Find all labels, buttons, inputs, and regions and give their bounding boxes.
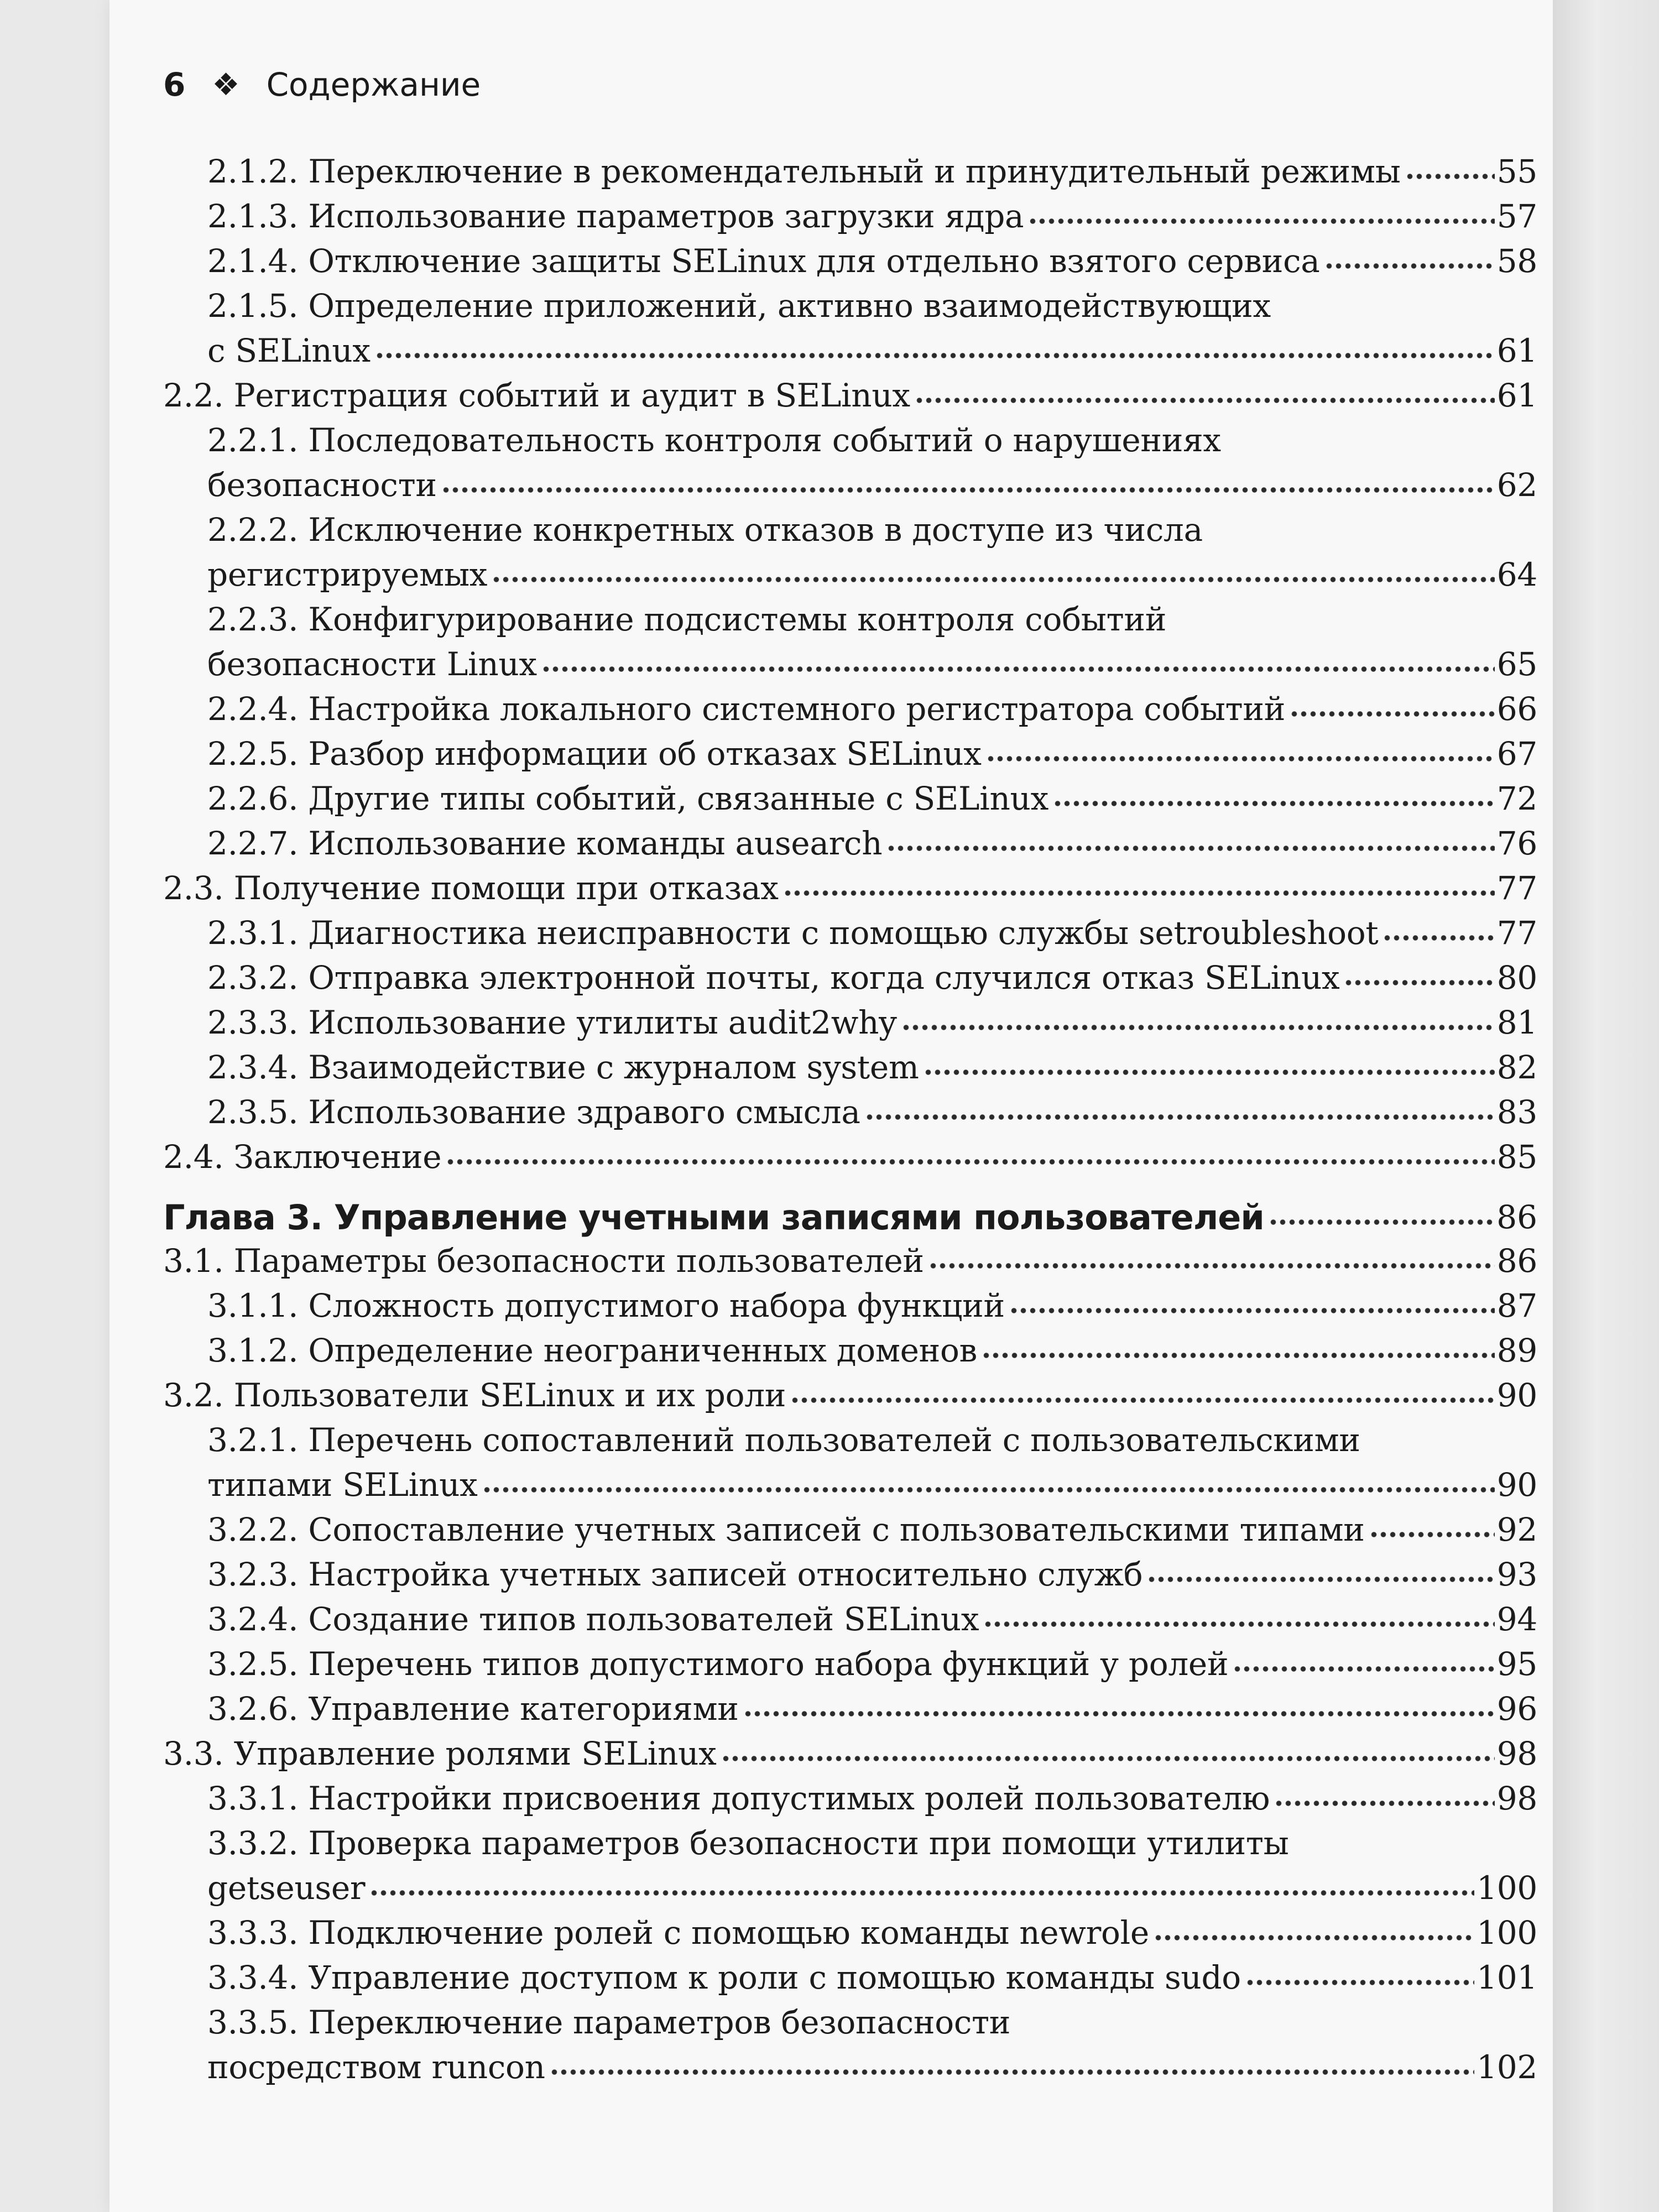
toc-page-number: 89 (1496, 1332, 1537, 1369)
toc-entry-title: 3.3.2. Проверка параметров безопасности при помощи утилиты (207, 1824, 1289, 1862)
toc-entry (163, 866, 1537, 910)
toc-entry (207, 1866, 1537, 1910)
toc-dot-leader (375, 349, 1495, 362)
toc-chapter-heading (163, 1195, 1537, 1239)
toc-page-number: 85 (1496, 1138, 1537, 1176)
toc-entry (207, 1507, 1537, 1552)
toc-dot-leader (982, 1349, 1495, 1361)
toc-dot-leader (924, 1066, 1495, 1078)
toc-entry (207, 149, 1537, 194)
toc-entry-title: 2.4. Заключение (163, 1138, 442, 1176)
toc-page-number: 77 (1496, 914, 1537, 952)
toc-page-number: 90 (1496, 1376, 1537, 1414)
toc-page-number: 80 (1496, 959, 1537, 997)
toc-dot-leader (1405, 170, 1495, 182)
toc-entry-title: 3.2. Пользователи SELinux и их роли (163, 1376, 786, 1414)
toc-dot-leader (446, 1156, 1495, 1168)
toc-page-number: 81 (1496, 1004, 1537, 1041)
toc-dot-leader (1290, 708, 1495, 720)
toc-page-number: 61 (1496, 377, 1537, 414)
toc-entry-title: 2.3.4. Взаимодействие с журналом system (207, 1048, 919, 1086)
toc-dot-leader (721, 1752, 1495, 1765)
toc-entry (207, 1776, 1537, 1820)
toc-entry-title: 2.2.3. Конфигурирование подсистемы контроля событий (207, 601, 1167, 638)
toc-dot-leader (492, 573, 1495, 586)
toc-page-number: 98 (1496, 1780, 1537, 1817)
toc-entry (163, 1239, 1537, 1283)
toc-page-number: 100 (1477, 1914, 1537, 1952)
toc-dot-leader (1154, 1932, 1474, 1944)
toc-page-number: 93 (1496, 1556, 1537, 1593)
toc-entry-title: посредством runcon (207, 2048, 545, 2086)
toc-entry-title: 3.2.3. Настройка учетных записей относительно служб (207, 1556, 1143, 1593)
toc-entry (163, 1135, 1537, 1179)
page-number: 6 (163, 66, 186, 103)
toc-dot-leader (983, 1618, 1495, 1630)
toc-entry (207, 1821, 1537, 1865)
toc-entry (207, 1000, 1537, 1045)
toc-page-number: 95 (1496, 1645, 1537, 1683)
toc-entry-title: 2.2. Регистрация событий и аудит в SELinux (163, 377, 910, 414)
toc-page-number: 86 (1496, 1198, 1537, 1236)
toc-page-number: 82 (1496, 1048, 1537, 1086)
toc-entry-title: 3.2.1. Перечень сопоставлений пользователей с пользовательскими (207, 1421, 1360, 1459)
toc-entry-title: 3.2.4. Создание типов пользователей SELinux (207, 1600, 979, 1638)
toc-entry-title: 2.2.2. Исключение конкретных отказов в доступе из числа (207, 511, 1203, 549)
toc-dot-leader (743, 1708, 1495, 1720)
toc-dot-leader (1028, 215, 1494, 227)
toc-page-number: 83 (1496, 1093, 1537, 1131)
toc-entry (207, 1463, 1537, 1507)
toc-entry (207, 1552, 1537, 1597)
toc-entry (207, 418, 1537, 462)
toc-entry-title: 2.1.3. Использование параметров загрузки ядра (207, 197, 1024, 235)
toc-entry-title: 3.3.3. Подключение ролей с помощью команды newrole (207, 1914, 1149, 1952)
toc-entry (207, 284, 1537, 328)
toc-entry-title: безопасности Linux (207, 645, 537, 683)
toc-entry-title: 2.1.5. Определение приложений, активно взаимодействующих (207, 287, 1271, 325)
toc-entry (207, 732, 1537, 776)
toc-entry-title: 2.1.4. Отключение защиты SELinux для отдельно взятого сервиса (207, 242, 1320, 280)
toc-dot-leader (865, 1111, 1495, 1123)
toc-dot-leader (1383, 932, 1494, 944)
toc-page-number: 102 (1477, 2048, 1537, 2086)
toc-entry-title: безопасности (207, 466, 437, 504)
toc-page-number: 77 (1496, 869, 1537, 907)
toc-page-number: 67 (1496, 735, 1537, 773)
toc-entry-title: 3.2.6. Управление категориями (207, 1690, 739, 1728)
toc-entry-title: getseuser (207, 1869, 366, 1907)
toc-entry (207, 642, 1537, 686)
toc-entry (207, 1911, 1537, 1955)
toc-entry (207, 1597, 1537, 1641)
toc-dot-leader (441, 484, 1495, 496)
toc-page-number: 100 (1477, 1869, 1537, 1907)
toc-dot-leader (1324, 260, 1495, 272)
toc-page-number: 86 (1496, 1242, 1537, 1280)
ornament-icon: ❖ (212, 66, 240, 103)
toc-page-number: 90 (1496, 1466, 1537, 1504)
toc-dot-leader (1269, 1216, 1494, 1228)
toc-dot-leader (901, 1021, 1495, 1034)
toc-page-number: 65 (1496, 645, 1537, 683)
toc-entry-title: 3.3.5. Переключение параметров безопасности (207, 2004, 1011, 2041)
toc-page-number: 98 (1496, 1735, 1537, 1772)
toc-entry-title: 3.3. Управление ролями SELinux (163, 1735, 717, 1772)
toc-dot-leader (550, 2066, 1474, 2078)
toc-entry (207, 1687, 1537, 1731)
toc-entry-title: 2.2.4. Настройка локального системного регистратора событий (207, 690, 1286, 728)
toc-entry (207, 508, 1537, 552)
toc-entry-title: 2.3.5. Использование здравого смысла (207, 1093, 860, 1131)
toc-entry (207, 194, 1537, 238)
toc-page-number: 66 (1496, 690, 1537, 728)
toc-entry-title: 2.2.6. Другие типы событий, связанные с SELinux (207, 780, 1048, 817)
toc-entry-title: 2.3.3. Использование утилиты audit2why (207, 1004, 897, 1041)
toc-entry-title: 2.3.2. Отправка электронной почты, когда случился отказ SELinux (207, 959, 1340, 997)
toc-entry-title: 2.2.7. Использование команды ausearch (207, 825, 883, 862)
toc-entry (207, 911, 1537, 955)
toc-dot-leader (1147, 1573, 1494, 1585)
toc-entry-title: 2.2.5. Разбор информации об отказах SELinux (207, 735, 982, 773)
toc-page-number: 57 (1496, 197, 1537, 235)
toc-page-number: 62 (1496, 466, 1537, 504)
toc-dot-leader (1009, 1305, 1495, 1317)
toc-entry (207, 552, 1537, 597)
toc-entry (207, 1955, 1537, 2000)
toc-dot-leader (783, 887, 1495, 899)
toc-entry-title: 3.1.1. Сложность допустимого набора функций (207, 1287, 1005, 1324)
toc-entry (207, 821, 1537, 865)
toc-entry (207, 776, 1537, 821)
toc-page-number: 55 (1496, 153, 1537, 190)
toc-page-number: 96 (1496, 1690, 1537, 1728)
toc-entry (207, 1045, 1537, 1089)
toc-page-number: 94 (1496, 1600, 1537, 1638)
toc-dot-leader (482, 1484, 1495, 1496)
toc-entry-title: 3.2.5. Перечень типов допустимого набора функций у ролей (207, 1645, 1229, 1683)
toc-entry (207, 1328, 1537, 1373)
toc-dot-leader (1344, 977, 1494, 989)
toc-dot-leader (1053, 797, 1495, 810)
running-header-title: Содержание (266, 66, 481, 103)
toc-entry-title: 3.3.4. Управление доступом к роли с помощью команды sudo (207, 1959, 1241, 1996)
toc-entry-title: 3.1.2. Определение неограниченных доменов (207, 1332, 977, 1369)
toc-dot-leader (1245, 1976, 1474, 1989)
toc-entry-title: 2.3. Получение помощи при отказах (163, 869, 779, 907)
toc-page-number: 76 (1496, 825, 1537, 862)
toc-dot-leader (541, 663, 1495, 675)
toc-dot-leader (915, 394, 1495, 406)
toc-entry-title: 3.1. Параметры безопасности пользователей (163, 1242, 924, 1280)
toc-entry (207, 239, 1537, 283)
toc-dot-leader (986, 753, 1495, 765)
toc-page-number: 87 (1496, 1287, 1537, 1324)
toc-entry (207, 1642, 1537, 1686)
toc-entry (207, 956, 1537, 1000)
toc-dot-leader (1369, 1528, 1495, 1541)
toc-entry (207, 463, 1537, 507)
toc-entry-title: типами SELinux (207, 1466, 478, 1504)
toc-entry (207, 1090, 1537, 1134)
toc-entry (163, 1373, 1537, 1417)
toc-entry (207, 2045, 1537, 2089)
toc-entry-title: 3.2.2. Сопоставление учетных записей с пользовательскими типами (207, 1511, 1365, 1548)
toc-dot-leader (790, 1394, 1495, 1406)
toc-page-number: 61 (1496, 332, 1537, 369)
toc-entry-title: 3.3.1. Настройки присвоения допустимых ролей пользователю (207, 1780, 1270, 1817)
toc-dot-leader (369, 1887, 1474, 1899)
toc-dot-leader (1274, 1797, 1495, 1809)
toc-entry (207, 1418, 1537, 1462)
toc-dot-leader (886, 842, 1495, 854)
toc-page-number: 72 (1496, 780, 1537, 817)
toc-entry (207, 2000, 1537, 2044)
toc-entry-title: 2.3.1. Диагностика неисправности с помощью службы setroubleshoot (207, 914, 1379, 952)
toc-entry-title: с SELinux (207, 332, 371, 369)
toc-page-number: 58 (1496, 242, 1537, 280)
toc-entry (207, 597, 1537, 641)
toc-entry (207, 1284, 1537, 1328)
toc-page-number: 101 (1477, 1959, 1537, 1996)
toc-entry-title: 2.1.2. Переключение в рекомендательный и принудительный режимы (207, 153, 1401, 190)
toc-page-number: 64 (1496, 556, 1537, 593)
toc-entry (163, 1731, 1537, 1776)
toc-entry-title: регистрируемых (207, 556, 488, 593)
toc-page-number: 92 (1496, 1511, 1537, 1548)
toc-entry-title: 2.2.1. Последовательность контроля событий о нарушениях (207, 421, 1221, 459)
toc-entry (207, 687, 1537, 731)
toc-dot-leader (1233, 1663, 1494, 1675)
toc-entry (163, 373, 1537, 418)
toc-entry-title: Глава 3. Управление учетными записями пользователей (163, 1197, 1264, 1238)
toc-dot-leader (928, 1260, 1495, 1272)
toc-entry (207, 328, 1537, 373)
